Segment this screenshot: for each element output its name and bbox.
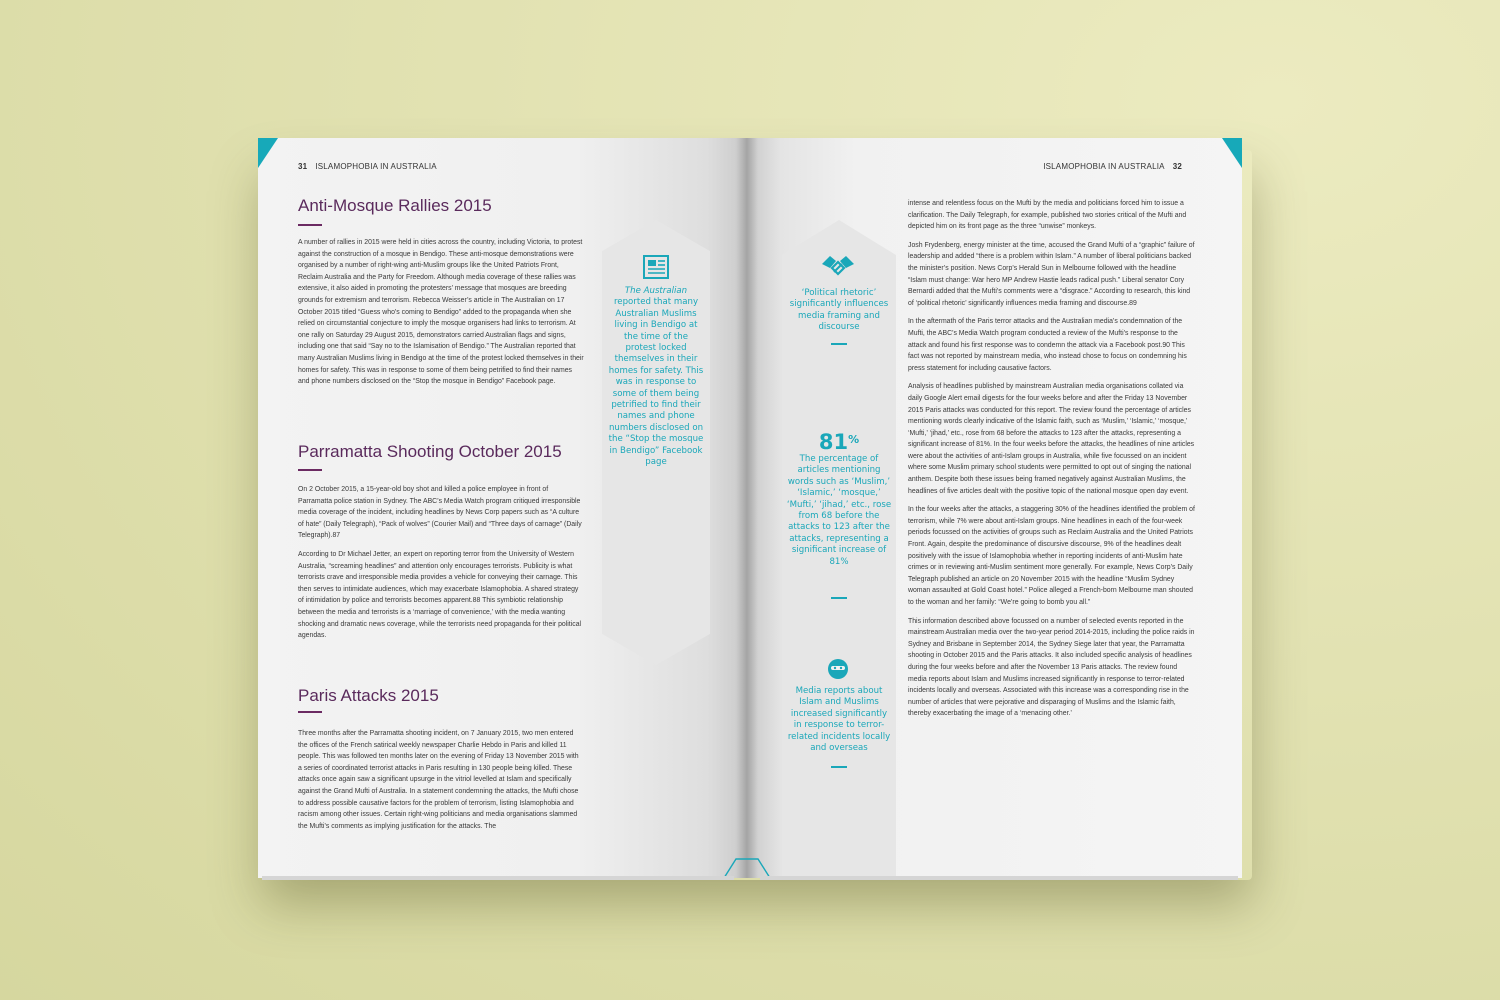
percent-figure (786, 430, 892, 454)
left-page (258, 138, 746, 878)
percent-value: 81 (818, 430, 849, 454)
paragraph: This information described above focussed on a number of selected events reported in the mainstream Australian media over the two-year period 2014-2015, including the police raids in Sydney and Brisbane in September 2014, the Sydney Siege later that year, the Parramatta shooting in October 2015 and the Paris attacks. It also included specific analysis of headlines during the four weeks before and after the November 13 Paris attacks. The review found media reports about Islam and Muslims increased significantly in response to terror-related incidents locally and overseas. Associated with this increase was a corresponding rise in the number of articles that were pejorative and disparaging of Muslims and the Islamic faith, thereby exacerbating the image of a ‘menacing other.’ (908, 617, 1195, 718)
masked-face-icon (826, 657, 850, 681)
right-running-title: ISLAMOPHOBIA IN AUSTRALIA (1043, 162, 1165, 171)
right-corner-tab (1222, 138, 1242, 168)
callout-italic-lead: The Australian (624, 286, 688, 296)
left-page-edge (262, 876, 734, 880)
section-body-parramatta (298, 484, 584, 649)
left-running-title: ISLAMOPHOBIA IN AUSTRALIA (315, 162, 437, 171)
section-heading-anti-mosque: Anti-Mosque Rallies 2015 (298, 196, 492, 215)
paragraph: On 2 October 2015, a 15-year-old boy shot and killed a police employee in front of Parramatta police station in Sydney. The ABC’s Media Watch program critiqued irresponsible media coverage of the incident, including headlines by News Corp papers such as “A culture of hate” (Daily Telegraph), “Pack of wolves” (Courier Mail) and “Three days of carnage” (Daily Telegraph).87 (298, 486, 582, 540)
right-callout-81 (786, 430, 892, 568)
percent-sign: % (848, 433, 860, 446)
callout-divider (831, 766, 847, 768)
heading-rule (298, 224, 322, 226)
callout-text: reported that many Australian Muslims living in Bendigo at the time of the protest locked themselves in their homes for safety. This was in response to some of them being petrified to find their names and phone numbers disclosed on the “Stop the mosque in Bendigo” Facebook page (608, 297, 704, 468)
right-page-number: 32 (1172, 162, 1182, 171)
paragraph: Josh Frydenberg, energy minister at the time, accused the Grand Mufti of a “graphic” failure of leadership and added “there is a problem within Islam.” A number of liberal politicians backed the minister’s position. News Corp’s Herald Sun in Melbourne followed with the headline “Islam must change: War hero MP Andrew Hastie leads radical push.” Liberal senator Cory Bernardi added that the Mufti’s comments were a “disgrace.” According to research, this kind of ‘political rhetoric’ significantly influences media framing and discourse.89 (908, 241, 1195, 307)
paragraph: Analysis of headlines published by mainstream Australian media organisations collated via daily Google Alert email digests for the four weeks before and after the Friday 13 November 2015 Paris attacks was conducted for this report. The review found the percentage of articles mentioning words clearly indicative of the Islamic faith, such as ‘Muslim,’ ‘Islamic,’ ‘mosque,’ ‘Mufti,’ ‘jihad,’ etc., rose from 68 before the attacks to 123 after the attacks, representing a significant increase of 81%. In the four weeks before the attacks, the headlines of nine articles were about the activities of anti-Islam groups in Australia, while five focussed on an incident where some Muslim primary school students were permitted to opt out of singing the national anthem. Despite both these issues being framed negatively against Australian Muslims, the headlines of five articles dealt with the positive topic of the national mosque open day event. (908, 383, 1195, 495)
section-heading-paris: Paris Attacks 2015 (298, 686, 439, 705)
paragraph: In the four weeks after the attacks, a staggering 30% of the headlines identified the problem of terrorism, while 7% were about anti-Islam groups. Nine headlines in each of the four-week periods focussed on the activities of groups such as Reclaim Australia and the United Patriots Front. Again, despite the predominance of discursive discourse, 9% of the headlines dealt positively with the issue of Islamophobia whether in reporting incidents of anti-Muslim hate crimes or in reviewing anti-Muslim sentiment more generally. For example, News Corp’s Daily Telegraph published an article on 20 November 2015 with the headline “Muslim Sydney woman assaulted at Gold Coast hotel.” Police alleged a French-born Melbourne man shouted to the woman and her family: “We’re going to bomb you all.” (908, 506, 1195, 606)
paragraph: Three months after the Parramatta shooting incident, on 7 January 2015, two men entered the offices of the French satirical weekly newspaper Charlie Hebdo in Paris and killed 11 people. This was followed ten months later on the evening of Friday 13 November 2015 with a series of coordinated terrorist attacks in Paris resulting in 130 people being killed. These attacks once again saw a significant upsurge in the vitriol levelled at Islam and specifically against the Grand Mufti of Australia. In a statement condemning the attacks, the Mufti chose to address possible causative factors for the problem of terrorism, listing Islamophobia and racism among other issues. Certain right-wing politicians and media organisations slammed the Mufti’s comments as implying justification for the attacks. The (298, 730, 579, 830)
callout-text: The percentage of articles mentioning words such as ‘Muslim,’ ‘Islamic,’ ‘mosque,’ ‘Mufti,’ ‘jihad,’ etc., rose from 68 before the attacks to 123 after the attacks, representing a significant increase of 81% (786, 454, 892, 567)
section-heading-parramatta: Parramatta Shooting October 2015 (298, 442, 562, 461)
right-body (908, 198, 1196, 727)
section-body-paris (298, 728, 584, 839)
left-running-head (298, 162, 437, 171)
right-page-edge (760, 876, 1238, 880)
section-body-anti-mosque (298, 237, 584, 395)
paragraph: In the aftermath of the Paris terror attacks and the Australian media’s condemnation of the Mufti, the ABC’s Media Watch program conducted a review of the Mufti’s response to the attack and found his first response was to condemn the attack via a Facebook post.90 This fact was not reported by mainstream media, who instead chose to focus on condemning his press statement for including causative factors. (908, 318, 1187, 372)
left-corner-tab (258, 138, 278, 168)
right-callout-media-reports: Media reports about Islam and Muslims increased significantly in response to terror-related incidents locally and overseas (787, 686, 891, 754)
paragraph: intense and relentless focus on the Mufti by the media and politicians forced him to issue a clarification. The Daily Telegraph, for example, published two stories critical of the Mufti and depicted him on its front page as the three “unwise” monkeys. (908, 200, 1187, 231)
left-callout (608, 286, 704, 469)
newspaper-icon (641, 254, 671, 280)
heading-rule (298, 469, 322, 471)
right-page (746, 138, 1242, 878)
callout-divider (831, 343, 847, 345)
paragraph: According to Dr Michael Jetter, an expert on reporting terror from the University of Western Australia, “screaming headlines” and attention only encourages terrorists. Publicity is what terrorists crave and irresponsible media provides a vehicle for conveying their carnage. This then serves to intimidate audiences, which may exacerbate Islamophobia. A shared strategy of intimidation by police and terrorists becomes apparent.88 This symbiotic relationship between the media and terrorists is a ‘marriage of convenience,’ with the media wanting shocking and dramatic news coverage, while the terrorists need propaganda for their political agendas. (298, 550, 582, 640)
right-callout-rhetoric: ‘Political rhetoric’ significantly influences media framing and discourse (789, 288, 889, 333)
callout-divider (831, 597, 847, 599)
handshake-icon (818, 250, 858, 280)
paragraph: A number of rallies in 2015 were held in cities across the country, including Victoria, to protest against the construction of a mosque in Bendigo. These anti-mosque demonstrations were organised by a number of right-wing anti-Muslim groups like the United Patriots Front, Reclaim Australia and the Party for Freedom. Although media coverage of these rallies was extensive, it also aided in promoting the protesters’ message that mosques are breeding grounds for extremism and terrorism. Rebecca Weisser’s article in The Australian on 17 October 2015 titled “Guess who’s coming to Bendigo” added to the propaganda when she relied on circumstantial conjecture to imply the mosque organisers had links to terrorism. At one rally on Saturday 29 August 2015, demonstrators carried Australian flags and signs, including one that said “Say no to the Islamisation of Bendigo.” The Australian reported that many Australian Muslims living in Bendigo at the time of the protest locked themselves in their homes for safety. This was in response to some of them being petrified to find their names and phone numbers disclosed on the “Stop the mosque in Bendigo” Facebook page. (298, 239, 584, 386)
left-page-number: 31 (298, 162, 308, 171)
heading-rule (298, 711, 322, 713)
right-running-head (1043, 162, 1182, 171)
